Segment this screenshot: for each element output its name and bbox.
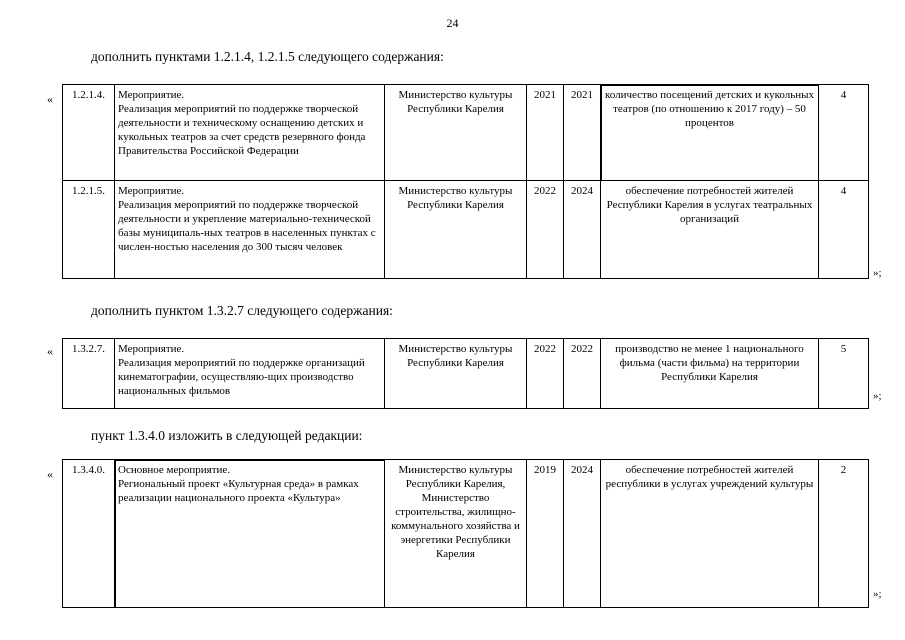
table-row xyxy=(63,339,869,409)
start-year: 2021 xyxy=(527,85,564,181)
item-number: 1.3.4.0. xyxy=(63,460,115,608)
activity-cell xyxy=(115,460,385,608)
activity-description: Реализация мероприятий по поддержке творческой деятельности и укрепление материально-технической базы муниципаль-ных театров в населенных пунктах с числен-ностью населения до 300 тысяч человек xyxy=(118,199,376,253)
end-year: 2022 xyxy=(564,339,601,409)
amendment-table xyxy=(62,338,869,409)
table-row xyxy=(63,181,869,279)
activity-description: Реализация мероприятий по поддержке организаций кинематографии, осуществляю-щих производство национальных фильмов xyxy=(118,357,365,397)
start-year: 2022 xyxy=(527,181,564,279)
item-number: 1.2.1.4. xyxy=(63,85,115,181)
activity-title: Мероприятие. xyxy=(118,343,185,355)
activity-description: Региональный проект «Культурная среда» в рамках реализации национального проекта «Культура» xyxy=(118,478,359,504)
section-intro: пункт 1.3.4.0 изложить в следующей редакции: xyxy=(91,428,363,443)
indicator-ref: 4 xyxy=(819,85,869,181)
activity-cell xyxy=(115,339,385,409)
start-year: 2022 xyxy=(527,339,564,409)
activity-cell xyxy=(115,85,385,181)
end-year: 2024 xyxy=(564,460,601,608)
indicator-ref: 5 xyxy=(819,339,869,409)
page-number: 24 xyxy=(446,16,459,30)
activity-title: Мероприятие. xyxy=(118,185,185,197)
expected-result: количество посещений детских и кукольных театров (по отношению к 2017 году) – 50 процентов xyxy=(601,85,819,181)
opening-quote: « xyxy=(47,344,53,358)
executor: Министерство культуры Республики Карелия xyxy=(385,85,527,181)
closing-quote: »; xyxy=(873,390,882,402)
closing-quote: »; xyxy=(873,267,882,279)
item-number: 1.3.2.7. xyxy=(63,339,115,409)
expected-result: обеспечение потребностей жителей Республики Карелия в услугах театральных организаций xyxy=(601,181,819,279)
indicator-ref: 4 xyxy=(819,181,869,279)
indicator-ref: 2 xyxy=(819,460,869,608)
activity-description: Реализация мероприятий по поддержке творческой деятельности и техническому оснащению детских и кукольных театров за счет средств резервного фонда Правительства Российской Федерации xyxy=(118,103,366,157)
amendment-table xyxy=(62,84,869,279)
item-number: 1.2.1.5. xyxy=(63,181,115,279)
opening-quote: « xyxy=(47,467,53,481)
table-row xyxy=(63,85,869,181)
executor: Министерство культуры Республики Карелия xyxy=(385,181,527,279)
end-year: 2024 xyxy=(564,181,601,279)
opening-quote: « xyxy=(47,92,53,106)
activity-cell xyxy=(115,181,385,279)
section-intro: дополнить пунктом 1.3.2.7 следующего содержания: xyxy=(91,303,393,318)
activity-title: Мероприятие. xyxy=(118,89,185,101)
table-row xyxy=(63,460,869,608)
start-year: 2019 xyxy=(527,460,564,608)
section-intro: дополнить пунктами 1.2.1.4, 1.2.1.5 следующего содержания: xyxy=(91,49,444,64)
amendment-table xyxy=(62,459,869,608)
expected-result: обеспечение потребностей жителей республики в услугах учреждений культуры xyxy=(601,460,819,608)
executor: Министерство культуры Республики Карелия xyxy=(385,339,527,409)
executor: Министерство культуры Республики Карелия, Министерство строительства, жилищно-коммунального хозяйства и энергетики Республики Карелия xyxy=(385,460,527,608)
end-year: 2021 xyxy=(564,85,601,181)
closing-quote: »; xyxy=(873,588,882,600)
expected-result: производство не менее 1 национального фильма (части фильма) на территории Республики Карелия xyxy=(601,339,819,409)
activity-title: Основное мероприятие. xyxy=(118,464,231,476)
